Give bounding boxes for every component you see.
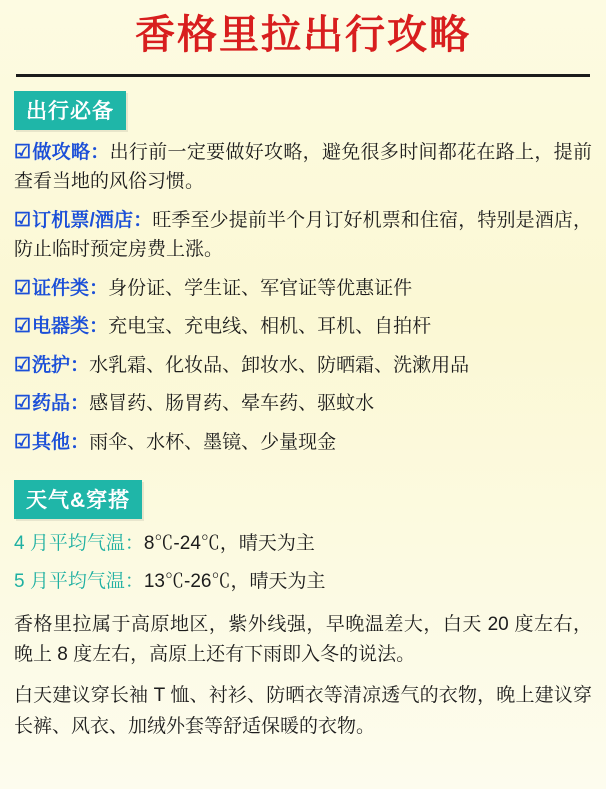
essentials-list bbox=[0, 138, 606, 457]
list-item-label: 证件类 bbox=[32, 277, 90, 299]
list-item bbox=[14, 138, 592, 197]
list-item-separator: ： bbox=[70, 431, 90, 453]
temperature-value: 13℃-26℃，晴天为主 bbox=[143, 571, 326, 593]
list-item-separator: ： bbox=[70, 393, 90, 415]
list-item-text: 感冒药、肠胃药、晕车药、驱蚊水 bbox=[89, 393, 375, 415]
weather-body bbox=[0, 527, 606, 743]
list-item-text: 旺季至少提前半个月订好机票和住宿，特别是酒店，防止临时预定房费上涨。 bbox=[14, 209, 592, 261]
title-block bbox=[0, 0, 606, 68]
temperature-row bbox=[14, 529, 592, 559]
list-item bbox=[14, 312, 592, 341]
list-item-separator: ： bbox=[90, 142, 110, 163]
checkbox-icon: ☑ bbox=[14, 431, 32, 453]
temperature-label: 5 月平均气温： bbox=[14, 571, 144, 593]
list-item-label: 其他 bbox=[32, 431, 71, 453]
checkbox-icon: ☑ bbox=[14, 277, 32, 299]
checkbox-icon: ☑ bbox=[14, 316, 32, 338]
list-item-text: 身份证、学生证、军官证等优惠证件 bbox=[108, 277, 413, 299]
list-item-separator: ： bbox=[89, 316, 109, 338]
list-item bbox=[14, 206, 592, 265]
list-item-label: 药品 bbox=[32, 393, 71, 415]
list-item-text: 雨伞、水杯、墨镜、少量现金 bbox=[89, 431, 337, 453]
temperature-value: 8℃-24℃，晴天为主 bbox=[143, 532, 315, 554]
checkbox-icon: ☑ bbox=[14, 354, 32, 376]
list-item-text: 出行前一定要做好攻略，避免很多时间都花在路上，提前查看当地的风俗习惯。 bbox=[14, 142, 592, 193]
list-item-separator: ： bbox=[89, 277, 109, 299]
page-title: 香格里拉出行攻略 bbox=[135, 12, 471, 58]
temperature-label: 4 月平均气温： bbox=[14, 532, 144, 554]
list-item-separator: ： bbox=[133, 209, 153, 231]
list-item-label: 洗护 bbox=[32, 354, 71, 376]
list-item-label: 做攻略 bbox=[32, 142, 91, 163]
weather-paragraph: 香格里拉属于高原地区，紫外线强，早晚温差大，白天 20 度左右，晚上 8 度左右，高原上还有下雨即入冬的说法。 bbox=[14, 613, 592, 666]
list-item bbox=[14, 428, 592, 457]
checkbox-icon: ☑ bbox=[14, 142, 32, 163]
section-heading-essentials: 出行必备 bbox=[14, 91, 126, 130]
list-item-label: 电器类 bbox=[32, 316, 90, 338]
list-item-separator: ： bbox=[70, 354, 90, 376]
list-item-label: 订机票/酒店 bbox=[32, 209, 134, 231]
clothing-paragraph: 白天建议穿长袖 T 恤、衬衫、防晒衣等清凉透气的衣物，晚上建议穿长裤、风衣、加绒外套等舒适保暖的衣物。 bbox=[14, 685, 592, 738]
list-item-text: 水乳霜、化妆品、卸妆水、防晒霜、洗漱用品 bbox=[89, 354, 470, 376]
list-item bbox=[14, 274, 592, 303]
list-item bbox=[14, 351, 592, 380]
section-heading-weather: 天气&穿搭 bbox=[14, 480, 142, 519]
list-item-text: 充电宝、充电线、相机、耳机、自拍杆 bbox=[108, 316, 432, 338]
temperature-row bbox=[14, 567, 592, 597]
checkbox-icon: ☑ bbox=[14, 393, 32, 415]
title-divider bbox=[16, 74, 590, 77]
checkbox-icon: ☑ bbox=[14, 209, 32, 231]
list-item bbox=[14, 389, 592, 418]
